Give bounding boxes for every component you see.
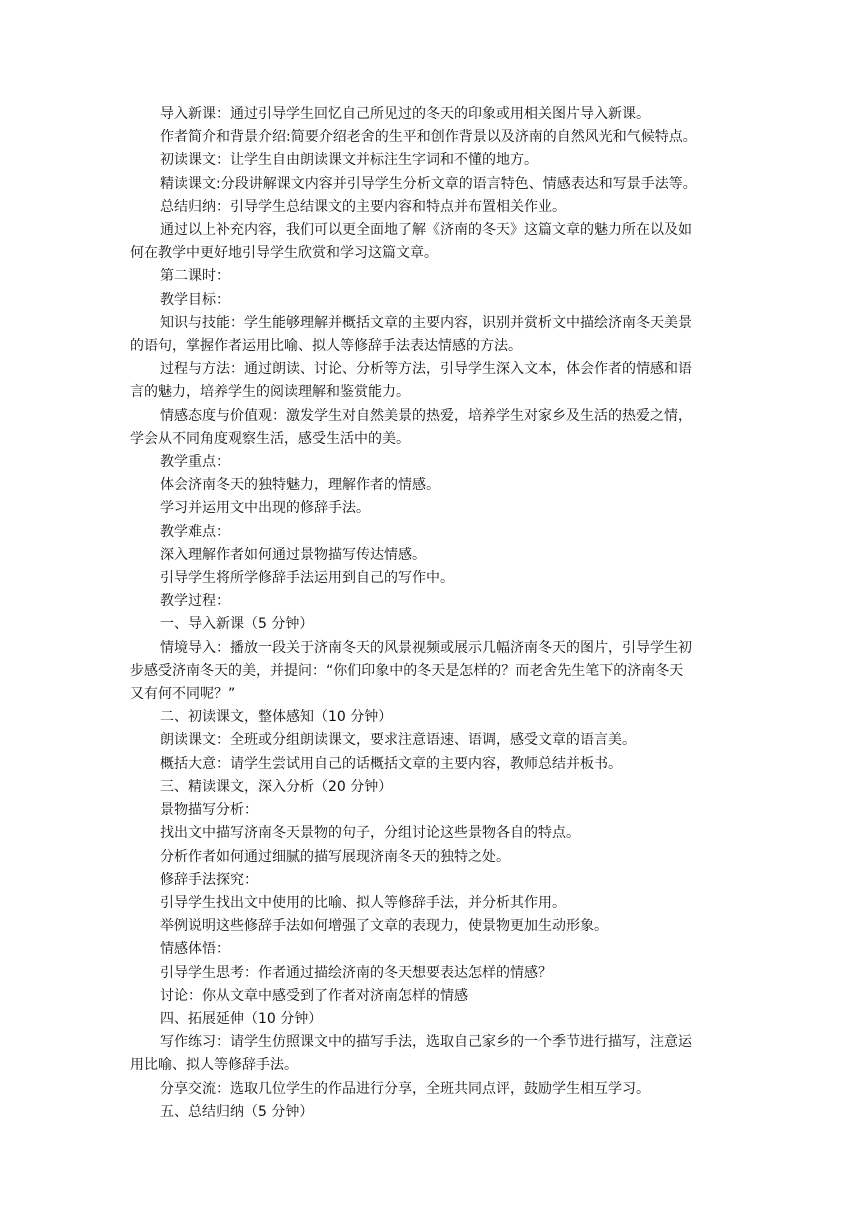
text-line: 情感态度与价值观：激发学生对自然美景的热爱，培养学生对家乡及生活的热爱之情，	[160, 407, 692, 424]
text-line: 五、总结归纳（5 分钟）	[160, 1103, 314, 1120]
text-line: 精读课文:分段讲解课文内容并引导学生分析文章的语言特色、情感表达和写景手法等。	[160, 175, 697, 192]
text-line: 讨论：你从文章中感受到了作者对济南怎样的情感	[160, 987, 468, 1004]
text-line: 引导学生思考：作者通过描绘济南的冬天想要表达怎样的情感？	[160, 964, 552, 981]
text-line: 三、精读课文，深入分析（20 分钟）	[160, 778, 393, 795]
text-line: 学习并运用文中出现的修辞手法。	[160, 500, 370, 517]
text-line: 四、拓展延伸（10 分钟）	[160, 1010, 323, 1027]
text-line: 初读课文：让学生自由朗读课文并标注生字词和不懂的地方。	[160, 152, 538, 169]
text-line: 情感体悟：	[160, 941, 230, 958]
text-line: 找出文中描写济南冬天景物的句子，分组讨论这些景物各自的特点。	[160, 825, 580, 842]
text-line: 何在教学中更好地引导学生欣赏和学习这篇文章。	[130, 245, 438, 262]
document-body	[130, 103, 744, 1124]
text-line: 又有何不同呢？”	[130, 686, 236, 703]
text-line: 修辞手法探究：	[160, 871, 258, 888]
text-line: 第二课时：	[160, 268, 230, 285]
text-line: 情境导入：播放一段关于济南冬天的风景视频或展示几幅济南冬天的图片，引导学生初	[160, 639, 692, 656]
text-line: 景物描写分析：	[160, 802, 258, 819]
text-line: 写作练习：请学生仿照课文中的描写手法，选取自己家乡的一个季节进行描写，注意运	[160, 1034, 692, 1051]
text-line: 通过以上补充内容，我们可以更全面地了解《济南的冬天》这篇文章的魅力所在以及如	[160, 222, 692, 239]
text-line: 步感受济南冬天的美，并提问：“你们印象中的冬天是怎样的？而老舍先生笔下的济南冬天	[130, 662, 684, 679]
text-line: 过程与方法：通过朗读、讨论、分析等方法，引导学生深入文本，体会作者的情感和语	[160, 361, 692, 378]
text-line: 教学重点：	[160, 454, 230, 471]
text-line: 言的魅力，培养学生的阅读理解和鉴赏能力。	[130, 384, 410, 401]
text-line: 用比喻、拟人等修辞手法。	[130, 1057, 298, 1074]
text-line: 作者简介和背景介绍:简要介绍老舍的生平和创作背景以及济南的自然风光和气候特点。	[160, 129, 697, 146]
text-line: 引导学生找出文中使用的比喻、拟人等修辞手法，并分析其作用。	[160, 894, 566, 911]
text-line: 教学过程：	[160, 593, 230, 610]
text-line: 朗读课文：全班或分组朗读课文，要求注意语速、语调，感受文章的语言美。	[160, 732, 636, 749]
text-line: 深入理解作者如何通过景物描写传达情感。	[160, 546, 426, 563]
text-line: 知识与技能：学生能够理解并概括文章的主要内容，识别并赏析文中描绘济南冬天美景	[160, 314, 692, 331]
text-line: 导入新课：通过引导学生回忆自己所见过的冬天的印象或用相关图片导入新课。	[160, 106, 650, 122]
text-line: 体会济南冬天的独特魅力，理解作者的情感。	[160, 477, 440, 494]
text-line: 概括大意：请学生尝试用自己的话概括文章的主要内容，教师总结并板书。	[160, 755, 622, 772]
text-line: 举例说明这些修辞手法如何增强了文章的表现力，使景物更加生动形象。	[160, 918, 608, 935]
text-line: 一、导入新课（5 分钟）	[160, 616, 314, 633]
text-line: 总结归纳：引导学生总结课文的主要内容和特点并布置相关作业。	[160, 198, 566, 215]
text-line: 引导学生将所学修辞手法运用到自己的写作中。	[160, 570, 454, 587]
text-line: 二、初读课文，整体感知（10 分钟）	[160, 709, 393, 726]
text-line: 的语句，掌握作者运用比喻、拟人等修辞手法表达情感的方法。	[130, 338, 522, 355]
text-line: 分享交流：选取几位学生的作品进行分享，全班共同点评，鼓励学生相互学习。	[160, 1080, 650, 1097]
text-line: 学会从不同角度观察生活，感受生活中的美。	[130, 430, 410, 447]
text-line: 分析作者如何通过细腻的描写展现济南冬天的独特之处。	[160, 848, 510, 865]
text-line: 教学目标：	[160, 291, 230, 308]
text-line: 教学难点：	[160, 523, 230, 540]
